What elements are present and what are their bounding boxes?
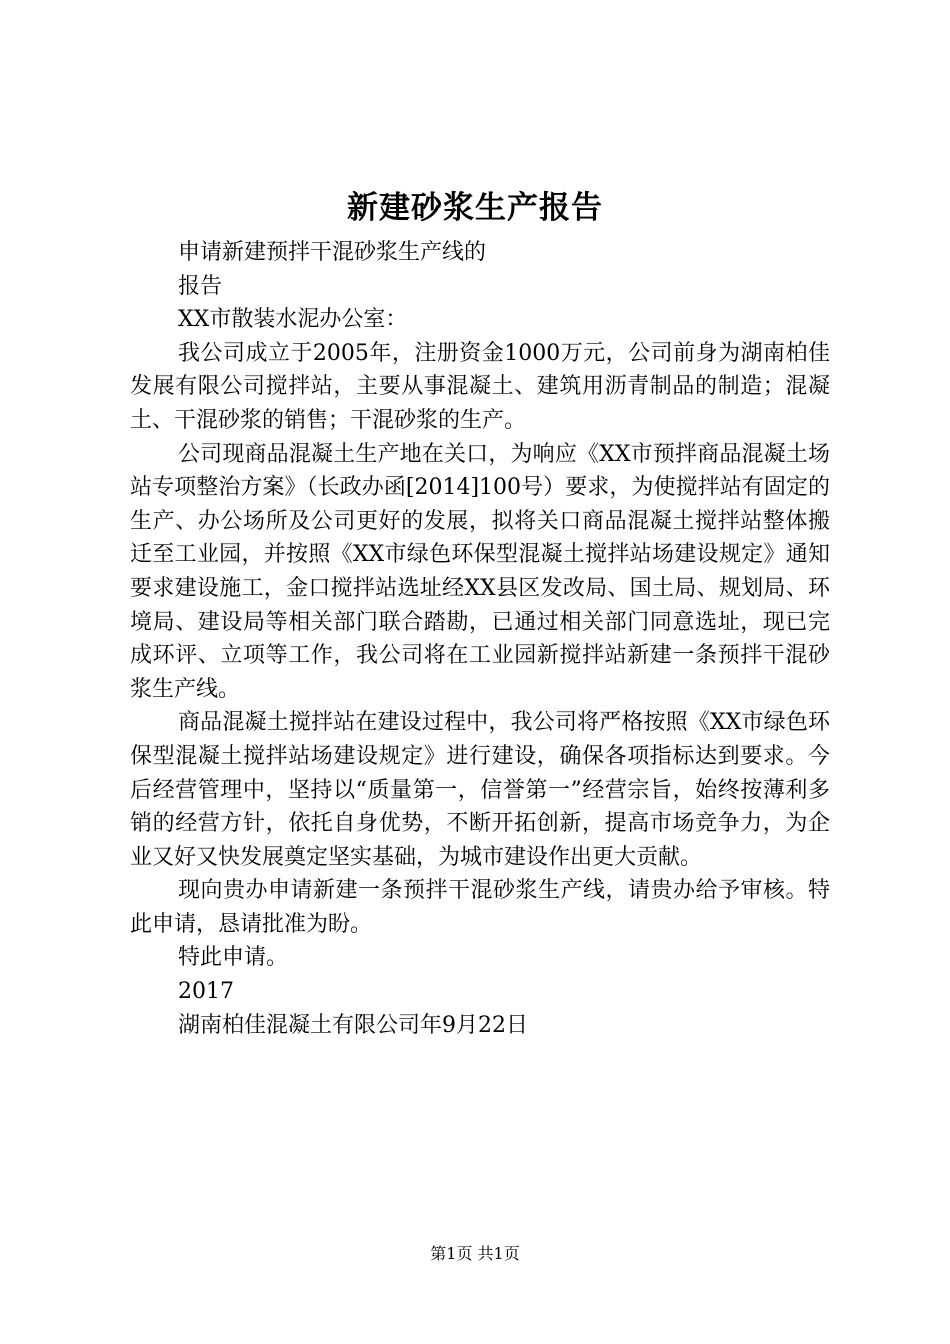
paragraph-request: 现向贵办申请新建一条预拌干混砂浆生产线，请贵办给予审核。特此申请，恳请批准为盼。	[130, 878, 830, 937]
document-title: 新建砂浆生产报告	[347, 190, 603, 226]
subject-line-2: 报告	[178, 273, 223, 299]
closing-line: 特此申请。	[178, 945, 289, 971]
paragraph-construction: 商品混凝土搅拌站在建设过程中，我公司将严格按照《XX市绿色环保型混凝土搅拌站场建设规定》进行建设，确保各项指标达到要求。今后经营管理中，坚持以“质量第一，信誉第一”经营宗旨，始终按薄利多销的经营方针，依托自身优势，不断开拓创新，提高市场竞争力，为企业又好又快发展奠定坚实基础，为城市建设作出更大贡献。	[130, 710, 830, 870]
year-line: 2017	[178, 979, 234, 1005]
subject-line-1: 申请新建预拌干混砂浆生产线的	[178, 240, 487, 265]
paragraph-company-intro: 我公司成立于2005年，注册资金1000万元，公司前身为湖南柏佳发展有限公司搅拌站，主要从事混凝土、建筑用沥青制品的制造；混凝土、干混砂浆的销售；干混砂浆的生产。	[130, 340, 830, 433]
page-footer: 第1页 共1页	[430, 1244, 520, 1263]
paragraph-relocation: 公司现商品混凝土生产地在关口，为响应《XX市预拌商品混凝土场站专项整治方案》（长政办函[2014]100号）要求，为使搅拌站有固定的生产、办公场所及公司更好的发展，拟将关口商品混凝土搅拌站整体搬迁至工业园，并按照《XX市绿色环保型混凝土搅拌站场建设规定》通知要求建设施工，金口搅拌站选址经XX县区发改局、国土局、规划局、环境局、建设局等相关部门联合踏勘，已通过相关部门同意选址，现已完成环评、立项等工作，我公司将在工业园新搅拌站新建一条预拌干混砂浆生产线。	[130, 441, 830, 702]
document-body	[130, 236, 830, 1042]
addressee: XX市散装水泥办公室：	[178, 307, 408, 333]
signature-line: 湖南柏佳混凝土有限公司年9月22日	[178, 1012, 528, 1038]
